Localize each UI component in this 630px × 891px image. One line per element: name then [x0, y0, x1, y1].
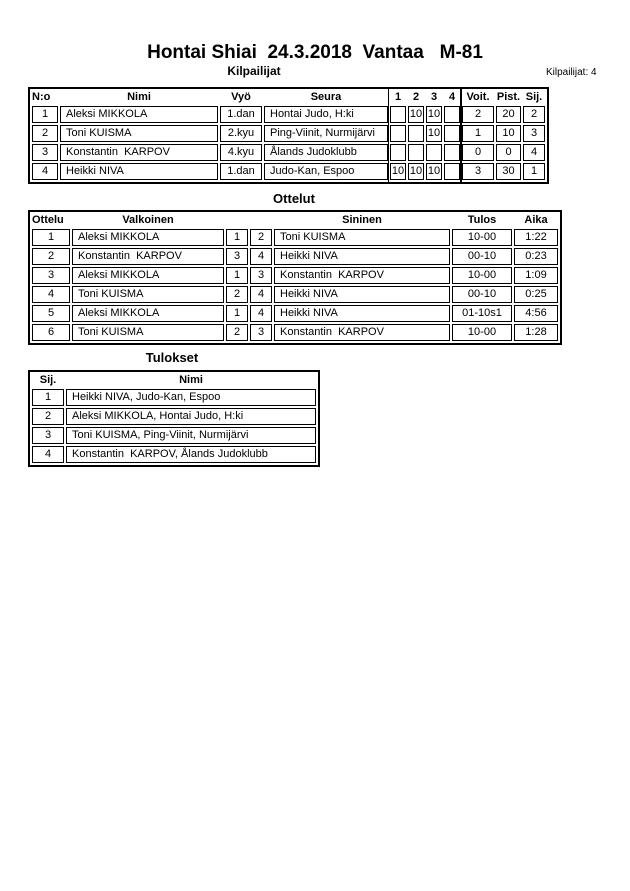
score-round-2: 10 — [408, 163, 424, 180]
competitor-belt: 2.kyu — [220, 125, 262, 142]
competitor-number: 2 — [32, 125, 58, 142]
competitor-points: 20 — [496, 106, 521, 123]
blue-competitor-number: 2 — [250, 229, 272, 246]
competitors-table — [28, 87, 549, 184]
table-row — [32, 305, 558, 322]
competitors-section-title: Kilpailijat — [227, 64, 281, 78]
result-name: Toni KUISMA, Ping-Viinit, Nurmijärvi — [66, 427, 316, 444]
col-header-place: Sij. — [39, 374, 57, 386]
competitor-belt: 1.dan — [220, 163, 262, 180]
score-round-2 — [408, 144, 424, 161]
col-header-name: Nimi — [127, 91, 151, 103]
table-row — [32, 248, 558, 265]
col-header-white-number — [226, 214, 248, 227]
competitor-belt: 1.dan — [220, 106, 262, 123]
competitor-place: 3 — [523, 125, 545, 142]
table-row — [32, 324, 558, 341]
score-round-3: 10 — [426, 163, 442, 180]
score-round-3: 10 — [426, 125, 442, 142]
white-competitor: Aleksi MIKKOLA — [72, 267, 224, 284]
match-result: 00-10 — [452, 286, 512, 303]
competitor-place: 4 — [523, 144, 545, 161]
table-row — [32, 427, 316, 444]
col-header-round-1: 1 — [394, 91, 402, 103]
result-name: Aleksi MIKKOLA, Hontai Judo, H:ki — [66, 408, 316, 425]
match-number: 6 — [32, 324, 70, 341]
competitor-wins: 3 — [462, 163, 494, 180]
col-header-place: Sij. — [525, 91, 543, 103]
score-round-4 — [444, 125, 460, 142]
result-place: 1 — [32, 389, 64, 406]
col-header-white: Valkoinen — [122, 214, 174, 226]
matches-section-title: Ottelut — [273, 191, 315, 206]
blue-competitor-number: 3 — [250, 324, 272, 341]
result-name: Konstantin KARPOV, Ålands Judoklubb — [66, 446, 316, 463]
table-row — [32, 446, 316, 463]
competitor-name: Toni KUISMA — [60, 125, 218, 142]
scores-section-divider — [388, 89, 389, 182]
competitor-number: 4 — [32, 163, 58, 180]
score-round-3: 10 — [426, 106, 442, 123]
blue-competitor: Konstantin KARPOV — [274, 324, 450, 341]
results-table-wrapper — [28, 370, 320, 467]
col-header-result: Tulos — [467, 214, 497, 226]
score-round-1 — [390, 125, 406, 142]
score-round-1 — [390, 106, 406, 123]
result-place: 2 — [32, 408, 64, 425]
score-round-2 — [408, 125, 424, 142]
blue-competitor: Toni KUISMA — [274, 229, 450, 246]
col-header-name: Nimi — [179, 374, 203, 386]
match-time: 1:22 — [514, 229, 558, 246]
score-round-3 — [426, 144, 442, 161]
matches-header-row — [32, 214, 558, 227]
white-competitor-number: 1 — [226, 305, 248, 322]
table-row — [32, 286, 558, 303]
competitor-wins: 0 — [462, 144, 494, 161]
score-round-1: 10 — [390, 163, 406, 180]
competitor-club: Judo-Kan, Espoo — [264, 163, 388, 180]
blue-competitor-number: 3 — [250, 267, 272, 284]
white-competitor-number: 2 — [226, 324, 248, 341]
competitor-wins: 1 — [462, 125, 494, 142]
white-competitor: Aleksi MIKKOLA — [72, 229, 224, 246]
table-row — [32, 125, 545, 142]
competitors-header-row — [32, 91, 545, 104]
results-table — [28, 370, 320, 467]
white-competitor-number: 3 — [226, 248, 248, 265]
match-time: 1:09 — [514, 267, 558, 284]
col-header-no: N:o — [32, 91, 51, 103]
match-number: 5 — [32, 305, 70, 322]
blue-competitor: Heikki NIVA — [274, 248, 450, 265]
result-name: Heikki NIVA, Judo-Kan, Espoo — [66, 389, 316, 406]
matches-table-wrapper — [28, 210, 562, 345]
match-time: 1:28 — [514, 324, 558, 341]
white-competitor-number: 1 — [226, 229, 248, 246]
col-header-round-3: 3 — [430, 91, 438, 103]
result-place: 4 — [32, 446, 64, 463]
blue-competitor: Heikki NIVA — [274, 305, 450, 322]
table-row — [32, 229, 558, 246]
white-competitor: Aleksi MIKKOLA — [72, 305, 224, 322]
competitor-club: Hontai Judo, H:ki — [264, 106, 388, 123]
white-competitor-number: 2 — [226, 286, 248, 303]
competitor-name: Heikki NIVA — [60, 163, 218, 180]
results-header-row — [32, 374, 316, 387]
col-header-time: Aika — [524, 214, 548, 226]
score-round-4 — [444, 106, 460, 123]
blue-competitor-number: 4 — [250, 286, 272, 303]
results-section-title: Tulokset — [145, 350, 199, 365]
match-time: 4:56 — [514, 305, 558, 322]
match-time: 0:23 — [514, 248, 558, 265]
match-result: 10-00 — [452, 267, 512, 284]
blue-competitor-number: 4 — [250, 305, 272, 322]
match-result: 00-10 — [452, 248, 512, 265]
col-header-round-4: 4 — [448, 91, 456, 103]
competitors-table-wrapper — [28, 87, 549, 184]
score-round-2: 10 — [408, 106, 424, 123]
col-header-belt: Vyö — [231, 91, 251, 103]
competitor-name: Aleksi MIKKOLA — [60, 106, 218, 123]
white-competitor-number: 1 — [226, 267, 248, 284]
competitor-number: 3 — [32, 144, 58, 161]
competitor-club: Ålands Judoklubb — [264, 144, 388, 161]
competitor-wins: 2 — [462, 106, 494, 123]
match-result: 01-10s1 — [452, 305, 512, 322]
match-number: 2 — [32, 248, 70, 265]
blue-competitor: Heikki NIVA — [274, 286, 450, 303]
competitor-number: 1 — [32, 106, 58, 123]
competitor-place: 2 — [523, 106, 545, 123]
competitor-belt: 4.kyu — [220, 144, 262, 161]
page-title: Hontai Shiai 24.3.2018 Vantaa M-81 — [147, 42, 483, 63]
col-header-points: Pist. — [496, 91, 521, 103]
white-competitor: Toni KUISMA — [72, 324, 224, 341]
match-number: 1 — [32, 229, 70, 246]
table-row — [32, 267, 558, 284]
competitor-place: 1 — [523, 163, 545, 180]
competitor-name: Konstantin KARPOV — [60, 144, 218, 161]
match-result: 10-00 — [452, 324, 512, 341]
table-row — [32, 144, 545, 161]
blue-competitor: Konstantin KARPOV — [274, 267, 450, 284]
table-row — [32, 106, 545, 123]
table-row — [32, 389, 316, 406]
col-header-blue-number — [250, 214, 272, 227]
score-round-4 — [444, 163, 460, 180]
col-header-club: Seura — [310, 91, 342, 103]
match-number: 4 — [32, 286, 70, 303]
match-time: 0:25 — [514, 286, 558, 303]
white-competitor: Toni KUISMA — [72, 286, 224, 303]
match-result: 10-00 — [452, 229, 512, 246]
totals-section-divider — [460, 89, 462, 182]
col-header-blue: Sininen — [342, 214, 382, 226]
competitor-points: 0 — [496, 144, 521, 161]
col-header-round-2: 2 — [412, 91, 420, 103]
col-header-wins: Voit. — [466, 91, 490, 103]
competitor-club: Ping-Viinit, Nurmijärvi — [264, 125, 388, 142]
col-header-match: Ottelu — [32, 214, 64, 226]
table-row — [32, 408, 316, 425]
competitor-points: 10 — [496, 125, 521, 142]
competitors-count: Kilpailijat: 4 — [546, 67, 597, 78]
table-row — [32, 163, 545, 180]
white-competitor: Konstantin KARPOV — [72, 248, 224, 265]
matches-table — [28, 210, 562, 345]
result-place: 3 — [32, 427, 64, 444]
competitor-points: 30 — [496, 163, 521, 180]
match-number: 3 — [32, 267, 70, 284]
score-round-1 — [390, 144, 406, 161]
blue-competitor-number: 4 — [250, 248, 272, 265]
score-round-4 — [444, 144, 460, 161]
